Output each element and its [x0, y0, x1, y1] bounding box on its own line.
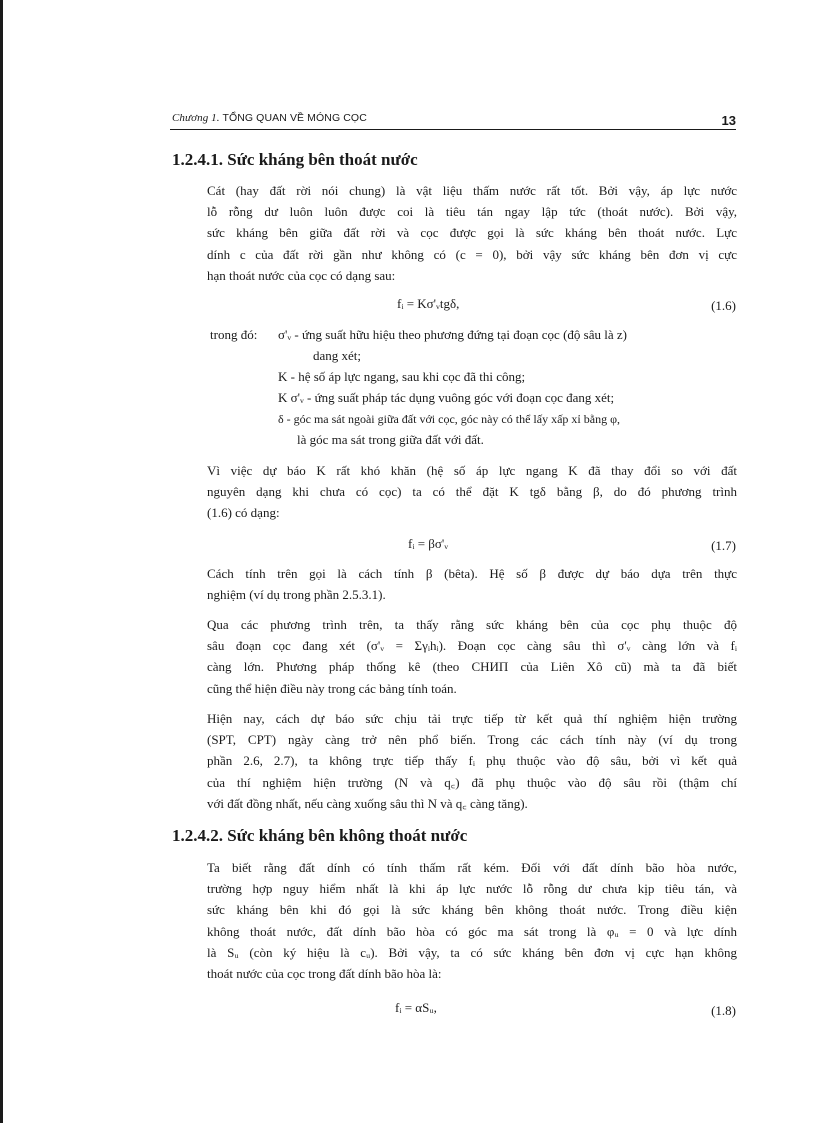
- definition-item: σ'ᵥ - ứng suất hữu hiệu theo phương đứng tại đoạn cọc (độ sâu là z): [278, 327, 627, 342]
- paragraph: Qua các phương trình trên, ta thấy rằng sức kháng bên của cọc phụ thuộc độ sâu đoạn cọc đang xét (σ'ᵥ = Σγᵢhᵢ). Đoạn cọc càng sâu thì σ'ᵥ càng lớn và fᵢ càng lớn. Phương pháp thống kê (theo СНИП của Liên Xô cũ) mà ta đã biết cũng thể hiện điều này trong các bảng tính toán.: [207, 617, 737, 696]
- page-number: 13: [721, 113, 736, 128]
- equation-1-6: fᵢ = Kσ'ᵥtgδ,: [397, 296, 460, 311]
- definition-item: K σ'ᵥ - ứng suất pháp tác dụng vuông góc với đoạn cọc đang xét;: [278, 390, 615, 405]
- equation-number: (1.7): [711, 538, 736, 553]
- equation-number: (1.6): [711, 298, 736, 313]
- definition-item: δ - góc ma sát ngoài giữa đất với cọc, góc này có thể lấy xấp xỉ bằng φ,: [278, 412, 620, 426]
- paragraph: Ta biết rằng đất dính có tính thấm rất kém. Đối với đất dính bão hòa nước, trường hợp nguy hiểm nhất là khi áp lực nước lỗ rỗng dư chưa kịp tiêu tán, và sức kháng bên khi đó gọi là sức kháng bên không thoát nước. Trong điều kiện không thoát nước, đất dính bão hòa có góc ma sát trong là φᵤ = 0 và lực dính là Sᵤ (còn ký hiệu là cᵤ). Bởi vậy, ta có sức kháng bên đơn vị cực hạn không thoát nước của cọc trong đất dính bão hòa là:: [207, 860, 737, 982]
- equation-1-7: fᵢ = βσ'ᵥ: [408, 536, 449, 551]
- equation-number: (1.8): [711, 1003, 736, 1018]
- chapter-label: Chương 1. TỔNG QUAN VỀ MÓNG CỌC: [172, 112, 367, 124]
- equation-1-8: fᵢ = αSᵤ,: [395, 1000, 437, 1015]
- paragraph: Cách tính trên gọi là cách tính β (bêta). Hệ số β được dự báo dựa trên thực nghiệm (ví dụ trong phần 2.5.3.1).: [207, 566, 737, 603]
- paragraph: Cát (hay đất rời nói chung) là vật liệu thấm nước rất tốt. Bởi vậy, áp lực nước lỗ rỗng dư luôn luôn được coi là tiêu tán ngay lập tức (thoát nước). Bởi vậy, sức kháng bên giữa đất rời và cọc được gọi là sức kháng bên thoát nước. Lực dính c của đất rời gần như không có (c = 0), bởi vậy sức kháng bên đơn vị cực hạn thoát nước của cọc có dạng sau:: [207, 183, 737, 283]
- section-heading-2: 1.2.4.2. Sức kháng bên không thoát nước: [172, 826, 468, 845]
- paragraph: Hiện nay, cách dự báo sức chịu tải trực tiếp từ kết quả thí nghiệm hiện trường (SPT, CPT) ngày càng trở nên phổ biến. Trong các cách tính này (ví dụ trong phần 2.6, 2.7), ta không trực tiếp thấy fᵢ phụ thuộc vào độ sâu, bởi vì kết quả của thí nghiệm hiện trường (N và q꜀) đã phụ thuộc vào độ sâu rồi (thậm chí với đất đồng nhất, nếu càng xuống sâu thì N và q꜀ càng tăng).: [207, 711, 737, 811]
- definition-item: là góc ma sát trong giữa đất với đất.: [297, 432, 484, 447]
- definition-item: dang xét;: [313, 348, 362, 363]
- header-rule: [170, 129, 736, 130]
- paragraph: Vì việc dự báo K rất khó khăn (hệ số áp lực ngang K đã thay đổi so với đất nguyên dạng khi chưa có cọc) ta có thể đặt K tgδ bằng β, do đó phương trình (1.6) có dạng:: [207, 463, 737, 521]
- definition-item: K - hệ số áp lực ngang, sau khi cọc đã thi công;: [278, 369, 526, 384]
- section-heading-1: 1.2.4.1. Sức kháng bên thoát nước: [172, 150, 418, 169]
- scan-left-edge: [0, 0, 3, 1123]
- where-label: trong đó:: [210, 327, 258, 342]
- running-header: [170, 110, 736, 132]
